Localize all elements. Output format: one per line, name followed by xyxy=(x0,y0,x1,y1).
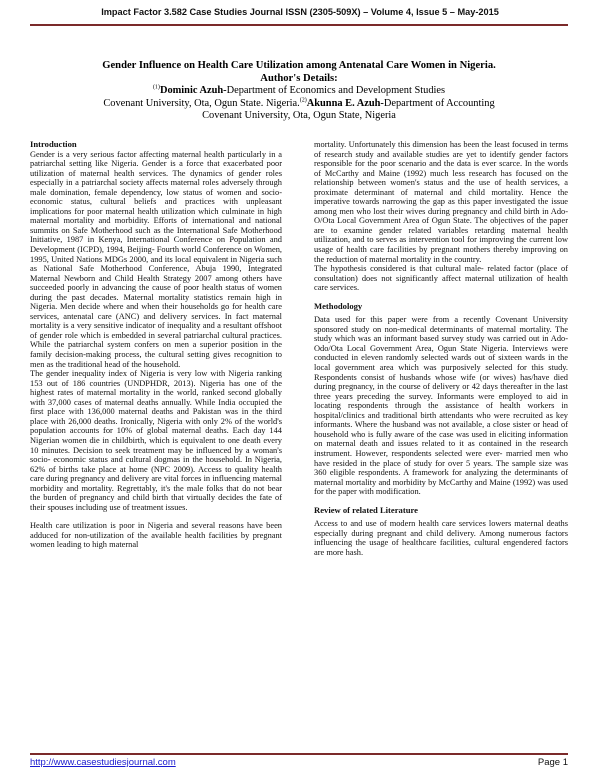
author2-line xyxy=(30,98,568,111)
journal-header: Impact Factor 3.582 Case Studies Journal ISSN (2305-509X) – Volume 4, Issue 5 – May-2015 xyxy=(101,7,499,17)
right-column xyxy=(314,140,568,557)
footer-rule xyxy=(30,753,568,755)
author2-name: Akunna E. Azuh- xyxy=(306,97,384,109)
author2-dept: Department of Accounting xyxy=(383,97,495,109)
author1-dept: Department of Economics and Development Studies xyxy=(226,85,446,96)
right-paragraph-1: mortality. Unfortunately this dimension has been the least focused in terms of research study and available studies are yet to identify gender factors responsible for the poor scenario and the data is ever scarce. In the words of McCarthy and Maine (1992) much less research has focused on the relationship between women's status and the use of health services, a proximate determinant of maternal and child mortality. Hence the imperative towards narrowing the gap as this paper investigated the issue among men who lost their wives during pregnancy and child birth in Ado-O/Ota Local Government Area of Ogun State. The objectives of the paper are to examine gender related variables retarding maternal health utilization, and to serves as intervention tool for improving the current low usage of health care facilities by pregnant mothers thereby improving on the reduction of maternal mortality in the country. xyxy=(314,140,568,264)
page-number: Page 1 xyxy=(537,757,568,768)
author2-marker: (2) xyxy=(299,97,307,104)
author1-name: Dominic Azuh- xyxy=(159,85,227,96)
introduction-paragraph-2: The gender inequality index of Nigeria is very low with Nigeria ranking 153 out of 186 countries (UNDPHDR, 2013). Nigeria has one of the highest rates of maternal mortality in the world, ranked second globally with 37,000 cases of maternal deaths annually. While India occupied the first place with 136,000 maternal deaths and Pakistan was in the third place with 26,000 deaths. Ironically, Nigeria with only 2% of the world's population accounts for 10% of global maternal deaths. Each day 144 Nigerian women die in childbirth, which is equivalent to one death every 10 minutes. Decision to seek treatment may be influenced by a woman's socio- economic status and cultural dogmas in the household. In Nigeria, 62% of births take place at home (NPC 2009). Access to quality health care during pregnancy and delivery are vital forces in influencing maternal morbidity and mortality. Regrettably, it's the male folks that do not bear the burden of pregnancy and child birth that virtually decides the fate of their spouses including use of treatment issues. xyxy=(30,369,282,512)
left-column xyxy=(30,140,282,550)
paper-title: Gender Influence on Health Care Utilization among Antenatal Care Women in Nigeria. xyxy=(102,60,496,71)
methodology-paragraph: Data used for this paper were from a recently Covenant University sponsored study on non-medical determinants of maternal mortality. The study which was an informant based survey study was carried out in Ado-Odo/Ota Local Government Area, Ogun State Nigeria. Interviews were conducted in eleven randomly selected wards out of sixteen wards in the local government area which was purposively selected for this study. Respondents consist of husbands whose wife (or wives) has/have died during pregnancy, in the course of delivery or 42 days thereafter in the last three years preceding the survey. Informants were employed to aid in locating respondents through the assistance of health workers in hospital/clinics and traditional birth attendants who were recruited as key informants. Where the husband was not available, a close sister or head of household who is fully aware of the case was used in eliciting information on maternal death and issues related to it as contained in the research instrument. However, respondents selected were ever- married men who have resided in the place of study for over 5 years. The sample size was 360 eligible respondents. A framework for analyzing the determinants of maternal mortality and morbidity by McCarthy and Maine (1992) was used for the paper with modification. xyxy=(314,315,568,497)
authors-heading: Author's Details: xyxy=(260,72,338,84)
author1-marker: (1) xyxy=(152,84,160,91)
header-rule xyxy=(30,24,568,26)
introduction-heading: Introduction xyxy=(30,139,77,149)
review-heading: Review of related Literature xyxy=(314,504,418,515)
review-paragraph: Access to and use of modern health care services lowers maternal deaths especially during pregnant and child delivery. Among numerous factors influencing the usage of healthcare facilities, cultural engendered factors are more hash. xyxy=(314,519,568,557)
author1-affiliation: Covenant University, Ota, Ogun State. Nigeria. xyxy=(103,97,300,109)
hypothesis-paragraph: The hypothesis considered is that cultural male- related factor (place of consultation) does not significantly affect maternal utilization of health care services. xyxy=(314,264,568,293)
introduction-paragraph-3: Health care utilization is poor in Nigeria and several reasons have been adduced for non-utilization of the available health facilities by pregnant women leading to high maternal xyxy=(30,521,282,550)
introduction-paragraph-1: Gender is a very serious factor affecting maternal health particularly in a patriarchal setting like Nigeria. Gender is a force that exacerbated poor utilization of maternal health services. The dynamics of gender roles especially in a patriarchal society affects maternal roles adversely through male domination, female dependency, low status of women and socio-economic status, cultural beliefs and practices with unpleasant implications for poor maternal health utilization which culminate in high maternal mortality and morbidity. Efforts of international and national summits on Safe Motherhood such as the International Safe Motherhood Initiative, 1987 in Kenya, International Conference on Population and Development (ICPD), 1994, Beijing- Fourth world Conference on Women, 1995, United Nations MDGs 2000, and its local equivalent in Nigeria such as National Safe Motherhood Conference, Abuja 1990, Integrated Maternal Newborn and Child Health Strategy 2007 among others have succeeded poorly in advancing the cause of poor health status of women during the past decades. Maternal mortality statistics remain high in Nigeria. Men decide where and when their households go for health care services, antenatal care (ANC) and delivery services. In fact maternal mortality is a very sensitive indicator of inequality and a resultant offshoot of gender role which is embedded in several patriarchal cultural practices. While the patriarchal system confers on men a superior position in the family decision-making process, the cultural setting gives recognition to men as the traditional head of the household. xyxy=(30,149,282,369)
methodology-heading: Methodology xyxy=(314,300,363,311)
title-block xyxy=(30,60,568,123)
author1-line xyxy=(30,85,568,98)
author2-affiliation: Covenant University, Ota, Ogun State, Nigeria xyxy=(202,110,396,121)
journal-url-link[interactable]: http://www.casestudiesjournal.com xyxy=(30,757,176,768)
